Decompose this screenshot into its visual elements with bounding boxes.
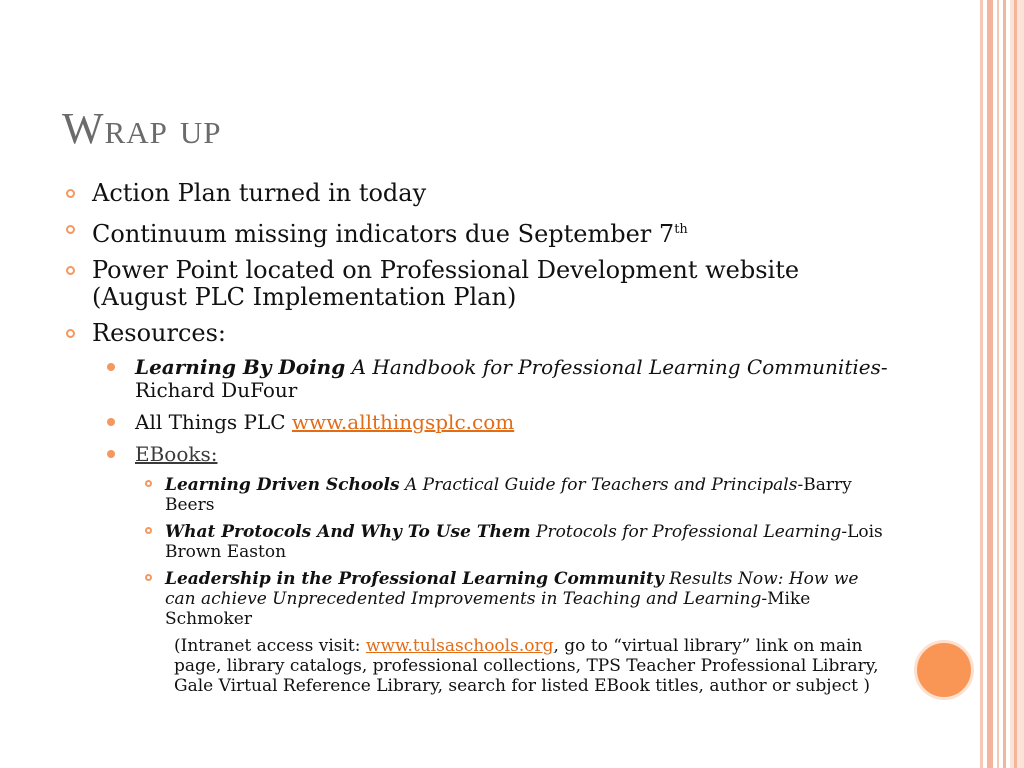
bullet-icon xyxy=(107,450,115,458)
ebook-item: Learning Driven Schools A Practical Guide for Teachers and Principals-Barry Beers xyxy=(60,475,890,515)
decorative-stripe xyxy=(980,0,983,768)
bullet-icon xyxy=(145,480,152,487)
decorative-stripe xyxy=(1003,0,1006,768)
decorative-stripe xyxy=(987,0,993,768)
decorative-stripe xyxy=(997,0,999,768)
bullet-icon xyxy=(66,266,75,275)
bullet-icon xyxy=(145,527,152,534)
decorative-circle xyxy=(914,640,974,700)
bullet-continuum: Continuum missing indicators due September 7th xyxy=(60,216,890,248)
ebooks-link[interactable]: EBooks: xyxy=(135,442,218,466)
resource-learning-by-doing: Learning By Doing A Handbook for Professional Learning Communities-Richard DuFour xyxy=(60,356,890,402)
bullet-icon xyxy=(66,225,75,234)
ebook-item: What Protocols And Why To Use Them Protocols for Professional Learning-Lois Brown Easton xyxy=(60,522,890,562)
slide-title: Wrap up xyxy=(62,104,222,153)
bullet-action-plan: Action Plan turned in today xyxy=(60,180,890,207)
bullet-power-point: Power Point located on Professional Development website (August PLC Implementation Plan) xyxy=(60,257,890,311)
allthingsplc-link[interactable]: www.allthingsplc.com xyxy=(291,410,515,434)
intranet-access-note: (Intranet access visit: www.tulsaschools.org, go to “virtual library” link on main page, library catalogs, professional collections, TPS Teacher Professional Library, Gale Virtual Reference Library, search for listed EBook titles, author or subject ) xyxy=(174,636,879,696)
bullet-resources: Resources: xyxy=(60,320,890,347)
bullet-icon xyxy=(107,363,115,371)
decorative-stripe xyxy=(1014,0,1017,768)
slide-content xyxy=(60,180,890,696)
decorative-stripe xyxy=(1010,0,1024,768)
bullet-icon xyxy=(66,329,75,338)
resource-all-things-plc: All Things PLC www.allthingsplc.com xyxy=(60,411,890,434)
resource-ebooks xyxy=(60,443,890,466)
bullet-icon xyxy=(107,418,115,426)
ebook-item: Leadership in the Professional Learning Community Results Now: How we can achieve Unprecedented Improvements in Teaching and Learning-Mike Schmoker xyxy=(60,569,890,629)
tulsaschools-link[interactable]: www.tulsaschools.org xyxy=(365,636,554,656)
bullet-icon xyxy=(66,189,75,198)
bullet-icon xyxy=(145,574,152,581)
